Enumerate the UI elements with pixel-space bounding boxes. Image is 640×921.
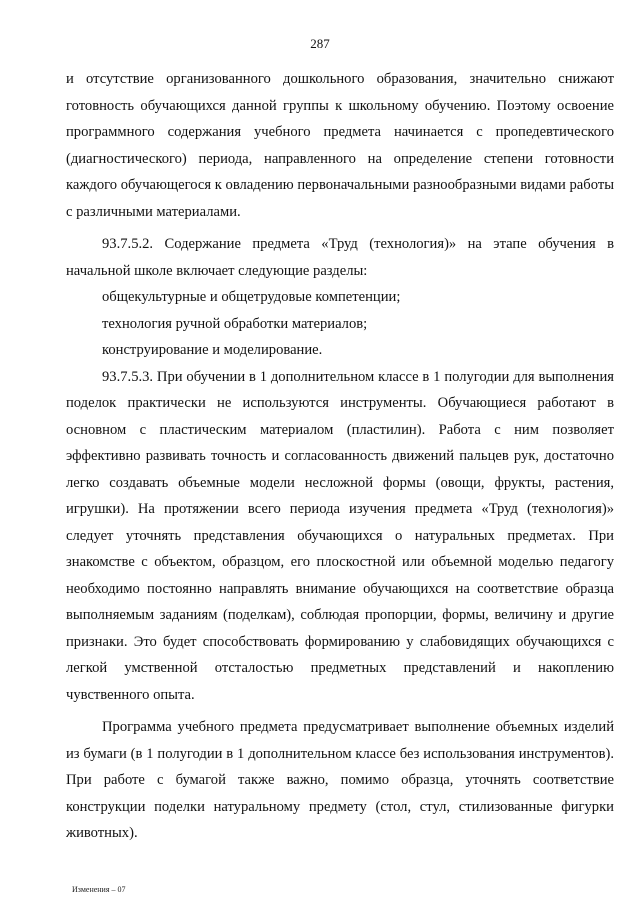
page-number: 287 — [310, 36, 330, 51]
paragraph-section-93-7-5-2: 93.7.5.2. Содержание предмета «Труд (технология)» на этапе обучения в начальной школе включает следующие разделы: — [66, 236, 614, 279]
list-item-competencies: общекультурные и общетрудовые компетенции; — [102, 289, 401, 305]
paragraph-intro: и отсутствие организованного дошкольного образования, значительно снижают готовность обучающихся данной группы к школьному обучению. Поэтому освоение программного содержания учебного предмета начинается с пропедевтического (диагностического) периода, направленного на определение степени готовности каждого обучающегося к овладению первоначальными разнообразными видами работы с различными материалами. — [66, 71, 614, 220]
document-body — [66, 66, 614, 847]
list-item-manual-processing: технология ручной обработки материалов; — [102, 315, 368, 332]
paragraph-program-paper: Программа учебного предмета предусматривает выполнение объемных изделий из бумаги (в 1 полугодии в 1 дополнительном классе без использования инструментов). При работе с бумагой также важно, помимо образца, уточнять соответствие конструкции поделки натуральному предмету (стол, стул, стилизованные фигурки животных). — [66, 719, 614, 841]
list-item-construction: конструирование и моделирование. — [102, 342, 323, 358]
paragraph-section-93-7-5-3: 93.7.5.3. При обучении в 1 дополнительном классе в 1 полугодии для выполнения поделок практически не используются инструменты. Обучающиеся работают в основном с пластическим материалом (пластилин). Работа с ним позволяет эффективно развивать точность и согласованность движений пальцев рук, достаточно легко создавать объемные модели несложной формы (овощи, фрукты, растения, игрушки). На протяжении всего периода изучения предмета «Труд (технология)» следует уточнять представления обучающихся о натуральных предметах. При знакомстве с объектом, образцом, его плоскостной или объемной моделью педагогу необходимо постоянно направлять внимание обучающихся на соответствие образца выполняемым заданиям (поделкам), соблюдая пропорции, формы, величину и другие признаки. Это будет способствовать формированию у слабовидящих обучающихся с легкой умственной отсталостью предметных представлений и накоплению чувственного опыта. — [66, 368, 614, 703]
footer-change-note: Изменения – 07 — [72, 885, 126, 894]
